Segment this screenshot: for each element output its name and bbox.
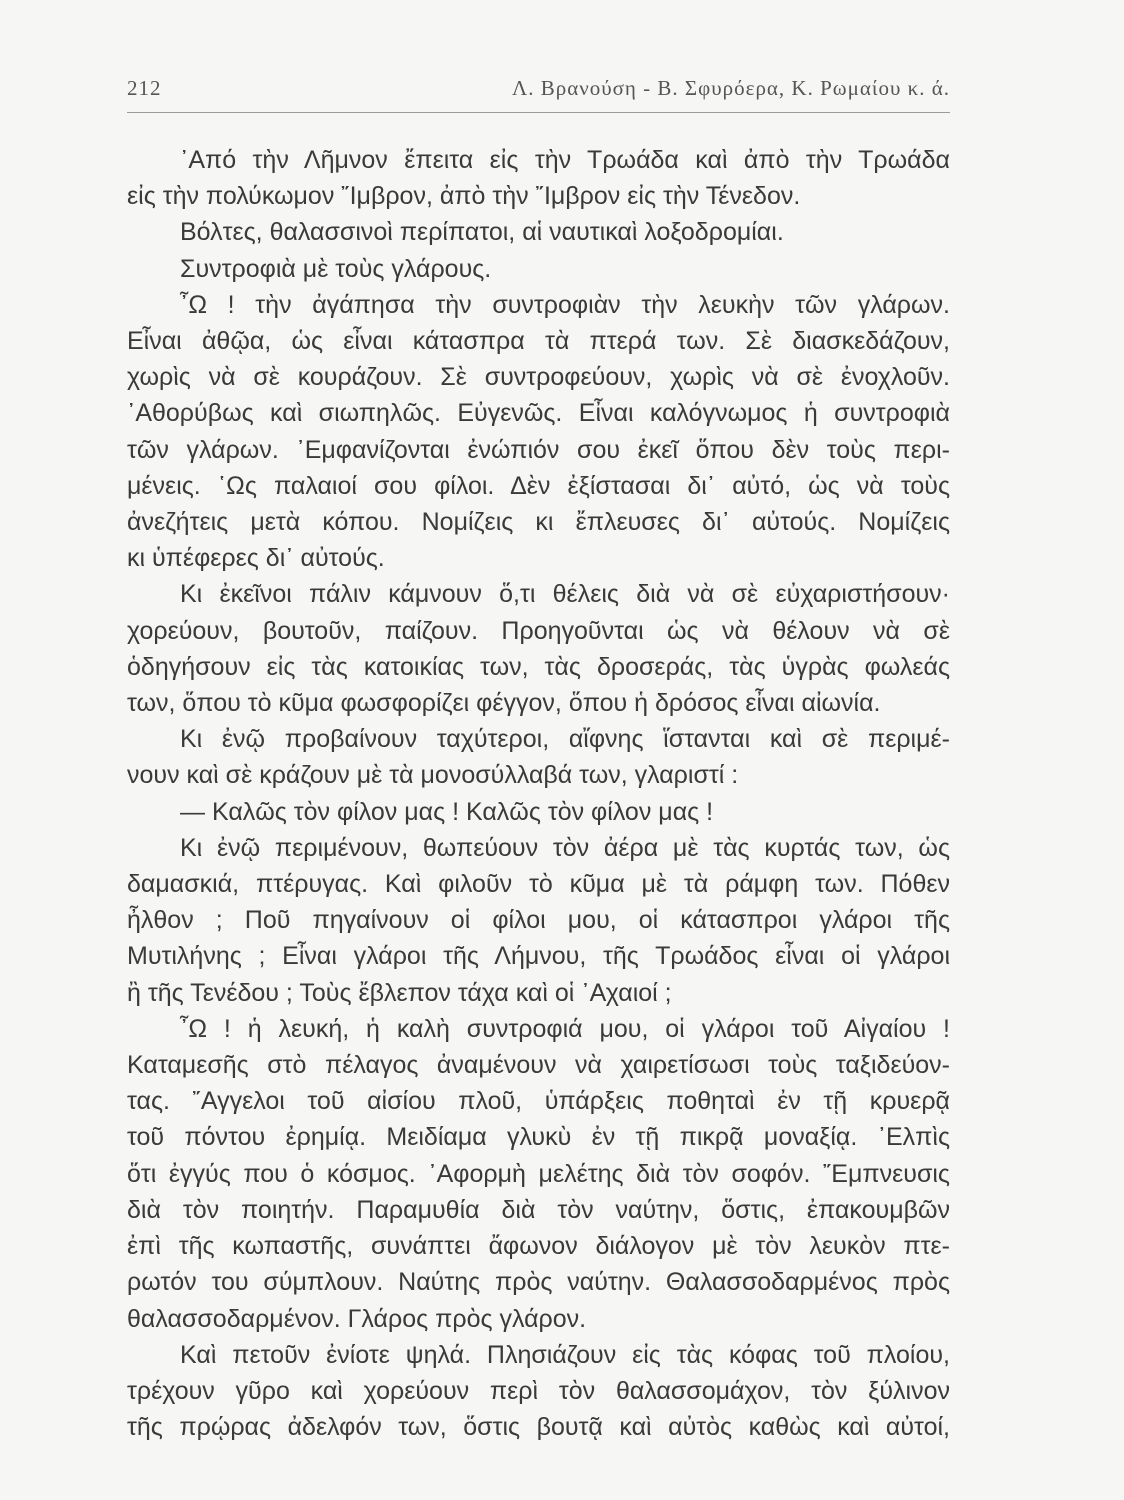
text-line: ἐπὶ τῆς κωπαστῆς, συνάπτει ἄφωνον διάλογον μὲ τὸν λευκὸν πτε- xyxy=(127,1232,950,1261)
text-line: ῏Ω ! τὴν ἀγάπησα τὴν συντροφιὰν τὴν λευκὴν τῶν γλάρων. xyxy=(180,290,950,319)
text-line: ὁδηγήσουν εἰς τὰς κατοικίας των, τὰς δροσεράς, τὰς ὑγρὰς φωλεάς xyxy=(127,652,950,681)
text-line: Εἶναι ἀθῷα, ὡς εἶναι κάτασπρα τὰ πτερά των. Σὲ διασκεδάζουν, xyxy=(127,327,950,356)
text-line: ἀνεζήτεις μετὰ κόπου. Νομίζεις κι ἔπλευσες δι᾿ αὐτούς. Νομίζεις xyxy=(127,508,950,537)
text-line: ἢ τῆς Τενέδου ; Τοὺς ἔβλεπον τάχα καὶ οἱ ᾿Αχαιοί ; xyxy=(127,978,672,1007)
text-line: δαμασκιά, πτέρυγας. Καὶ φιλοῦν τὸ κῦμα μὲ τὰ ράμφη των. Πόθεν xyxy=(127,870,950,899)
paragraph xyxy=(127,576,950,721)
text-line: χωρὶς νὰ σὲ κουράζουν. Σὲ συντροφεύουν, χωρὶς νὰ σὲ ἐνοχλοῦν. xyxy=(127,363,950,392)
text-line: — Καλῶς τὸν φίλον μας ! Καλῶς τὸν φίλον μας ! xyxy=(180,797,714,826)
text-line: τας. ῎Αγγελοι τοῦ αἰσίου πλοῦ, ὑπάρξεις ποθηταὶ ἐν τῇ κρυερᾷ xyxy=(127,1087,950,1116)
text-line: Κι ἐνῷ περιμένουν, θωπεύουν τὸν ἀέρα μὲ τὰς κυρτάς των, ὡς xyxy=(180,833,950,862)
text-line: ᾿Από τὴν Λῆμνον ἔπειτα εἰς τὴν Τρωάδα καὶ ἀπὸ τὴν Τρωάδα xyxy=(180,146,950,174)
page-number: 212 xyxy=(127,76,162,100)
paragraph xyxy=(127,794,950,830)
text-line: χορεύουν, βουτοῦν, παίζουν. Προηγοῦνται ὡς νὰ θέλουν νὰ σὲ xyxy=(127,616,950,645)
paragraph xyxy=(127,287,950,577)
text-line: τοῦ πόντου ἐρημίᾳ. Μειδίαμα γλυκὺ ἐν τῇ πικρᾷ μοναξίᾳ. ᾿Ελπὶς xyxy=(127,1123,950,1152)
text-line: Βόλτες, θαλασσινοὶ περίπατοι, αἱ ναυτικαὶ λοξοδρομίαι. xyxy=(180,218,784,247)
text-line: Κι ἐνῷ προβαίνουν ταχύτεροι, αἴφνης ἵστανται καὶ σὲ περιμέ- xyxy=(180,725,950,754)
text-line: τῆς πρῴρας ἀδελφόν των, ὅστις βουτᾷ καὶ αὐτὸς καθὼς καὶ αὐτοί, xyxy=(127,1413,950,1442)
paragraph xyxy=(127,721,950,793)
text-line: Κι ἐκεῖνοι πάλιν κάμνουν ὅ,τι θέλεις διὰ νὰ σὲ εὐχαριστήσουν· xyxy=(180,580,950,609)
header-rule xyxy=(127,112,950,113)
text-line: Καταμεσῆς στὸ πέλαγος ἀναμένουν νὰ χαιρετίσωσι τοὺς ταξιδεύον- xyxy=(127,1051,950,1080)
text-line: ᾿Αθορύβως καὶ σιωπηλῶς. Εὐγενῶς. Εἶναι καλόγνωμος ἡ συντροφιὰ xyxy=(127,399,950,428)
text-line: διὰ τὸν ποιητήν. Παραμυθία διὰ τὸν ναύτην, ὅστις, ἐπακουμβῶν xyxy=(127,1195,950,1224)
text-line: τρέχουν γῦρο καὶ χορεύουν περὶ τὸν θαλασσομάχον, τὸν ξύλινον xyxy=(127,1376,950,1405)
text-line: ῏Ω ! ἡ λευκή, ἡ καλὴ συντροφιά μου, οἱ γλάροι τοῦ Αἰγαίου ! xyxy=(180,1014,950,1043)
text-line: των, ὅπου τὸ κῦμα φωσφορίζει φέγγον, ὅπου ἡ δρόσος εἶναι αἰωνία. xyxy=(127,689,881,718)
text-line: τῶν γλάρων. ᾿Εμφανίζονται ἐνώπιόν σου ἐκεῖ ὅπου δὲν τοὺς περι- xyxy=(127,435,950,464)
paragraph xyxy=(127,142,950,214)
text-line: ἦλθον ; Ποῦ πηγαίνουν οἱ φίλοι μου, οἱ κάτασπροι γλάροι τῆς xyxy=(127,906,950,935)
text-line: μένεις. ῾Ως παλαιοί σου φίλοι. Δὲν ἐξίστασαι δι᾿ αὐτό, ὡς νὰ τοὺς xyxy=(127,471,950,500)
body-text xyxy=(127,142,950,1445)
paragraph xyxy=(127,214,950,250)
text-line: κι ὑπέφερες δι᾿ αὐτούς. xyxy=(127,544,385,573)
text-line: εἰς τὴν πολύκωμον ῎Ιμβρον, ἀπὸ τὴν ῎Ιμβρον εἰς τὴν Τένεδον. xyxy=(127,182,801,211)
text-line: Μυτιλήνης ; Εἶναι γλάροι τῆς Λήμνου, τῆς Τρωάδος εἶναι οἱ γλάροι xyxy=(127,942,950,971)
paragraph xyxy=(127,1011,950,1337)
running-title: Λ. Βρανούση - Β. Σφυρόερα, Κ. Ρωμαίου κ. ά. xyxy=(512,76,950,100)
paragraph xyxy=(127,830,950,1011)
text-line: Καὶ πετοῦν ἐνίοτε ψηλά. Πλησιάζουν εἰς τὰς κόφας τοῦ πλοίου, xyxy=(180,1340,950,1369)
text-line: ρωτόν του σύμπλουν. Ναύτης πρὸς ναύτην. Θαλασσοδαρμένος πρὸς xyxy=(127,1268,950,1297)
paragraph xyxy=(127,1337,950,1446)
paragraph xyxy=(127,251,950,287)
text-line: θαλασσοδαρμένον. Γλάρος πρὸς γλάρον. xyxy=(127,1304,587,1333)
text-line: Συντροφιὰ μὲ τοὺς γλάρους. xyxy=(180,254,492,283)
text-line: νουν καὶ σὲ κράζουν μὲ τὰ μονοσύλλαβά των, γλαριστί : xyxy=(127,761,739,790)
text-line: ὅτι ἐγγύς που ὁ κόσμος. ᾿Αφορμὴ μελέτης διὰ τὸν σοφόν. ῎Εμπνευσις xyxy=(127,1159,950,1188)
